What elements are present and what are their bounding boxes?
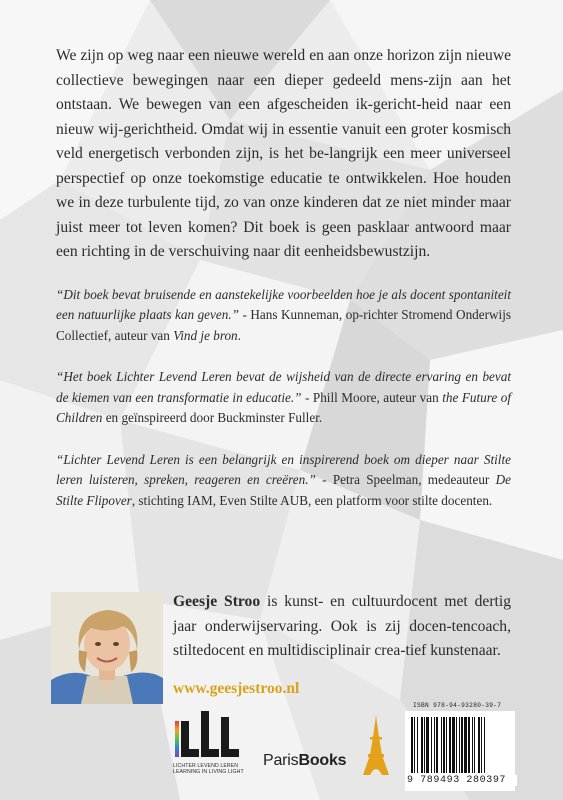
author-name: Geesje Stroo: [173, 593, 261, 610]
author-bio-text: is kunst- en cultuurdocent met dertig jaar onderwijservaring. Ook is zij docen-tencoach, stiltedocent en multidisciplinair crea-tief kunstenaar.: [173, 593, 511, 659]
barcode-digits: 9 789493 280397: [405, 775, 517, 786]
quote-3-work: De Stilte Flipover: [56, 472, 511, 508]
lll-caption-line1: LICHTER LEVEND LEREN: [173, 763, 239, 769]
lll-logo: [173, 707, 244, 776]
quote-3-attribution: - Petra Speelman, medeauteur: [315, 472, 496, 487]
quote-1-attribution: - Hans Kunneman, op-richter Stromend Onderwijs Collectief, auteur van: [56, 307, 511, 343]
quote-2-tail: en geïnspireerd door Buckminster Fuller.: [102, 410, 323, 425]
quote-2-work: the Future of Children: [56, 389, 511, 425]
quote-2: [56, 367, 511, 429]
quote-1-text: “Dit boek bevat bruisende en aanstekelijke voorbeelden hoe je als docent spontaniteit een natuurlijke plaats kan geven.”: [56, 286, 511, 322]
author-photo: [51, 592, 163, 704]
quote-1: [56, 285, 511, 347]
quote-3: [56, 450, 511, 512]
publisher-logo: [263, 752, 346, 770]
quote-3-tail: , stichting IAM, Even Stilte AUB, een platform voor stilte docenten.: [131, 492, 493, 508]
intro-paragraph: We zijn op weg naar een nieuwe wereld en aan onze horizon zijn nieuwe collectieve bewegingen naar een dieper gedeeld mens-zijn aan het ontstaan. We bewegen van een afgescheiden ik-gericht-heid naar een nieuw wij-gerichtheid. Omdat wij in essentie vanuit een groter kosmisch veld energetisch verbonden zijn, is het be-langrijk een meer universeel perspectief op onze toekomstige educatie te ontwikkelen. Hoe houden we in deze turbulente tijd, zo van onze kinderen dat ze niet minder maar juist meer tot leven komen? Dit boek is geen pasklaar antwoord maar een richting in de verschuiving naar dit eenheidsbewustzijn.: [56, 47, 511, 260]
quote-2-attribution: - Phill Moore, auteur van: [301, 389, 443, 405]
publisher-name-part1: Paris: [263, 752, 299, 769]
lll-logo-icon: [173, 707, 241, 759]
quote-2-text: “Het boek Lichter Levend Leren bevat de wijsheid van de directe ervaring en bevat de kiemen van een transformatie in educatie.”: [56, 369, 511, 405]
publisher-name-part2: Books: [298, 752, 347, 769]
eiffel-tower-icon: [363, 715, 389, 775]
author-bio: [173, 590, 511, 664]
quote-1-tail: .: [237, 327, 241, 343]
quote-1-work: Vind je bron: [173, 327, 238, 343]
isbn-label: ISBN 978-94-93280-39-7: [413, 702, 502, 709]
author-website-link[interactable]: www.geesjestroo.nl: [173, 680, 300, 697]
lll-caption-line2: LEARNING IN LIVING LIGHT: [173, 769, 244, 776]
quote-3-text: “Lichter Levend Leren is een belangrijk en inspirerend boek om dieper naar Stilte leren luisteren, spreken, reageren en creëren.”: [56, 451, 511, 487]
back-cover-text: [56, 44, 511, 511]
